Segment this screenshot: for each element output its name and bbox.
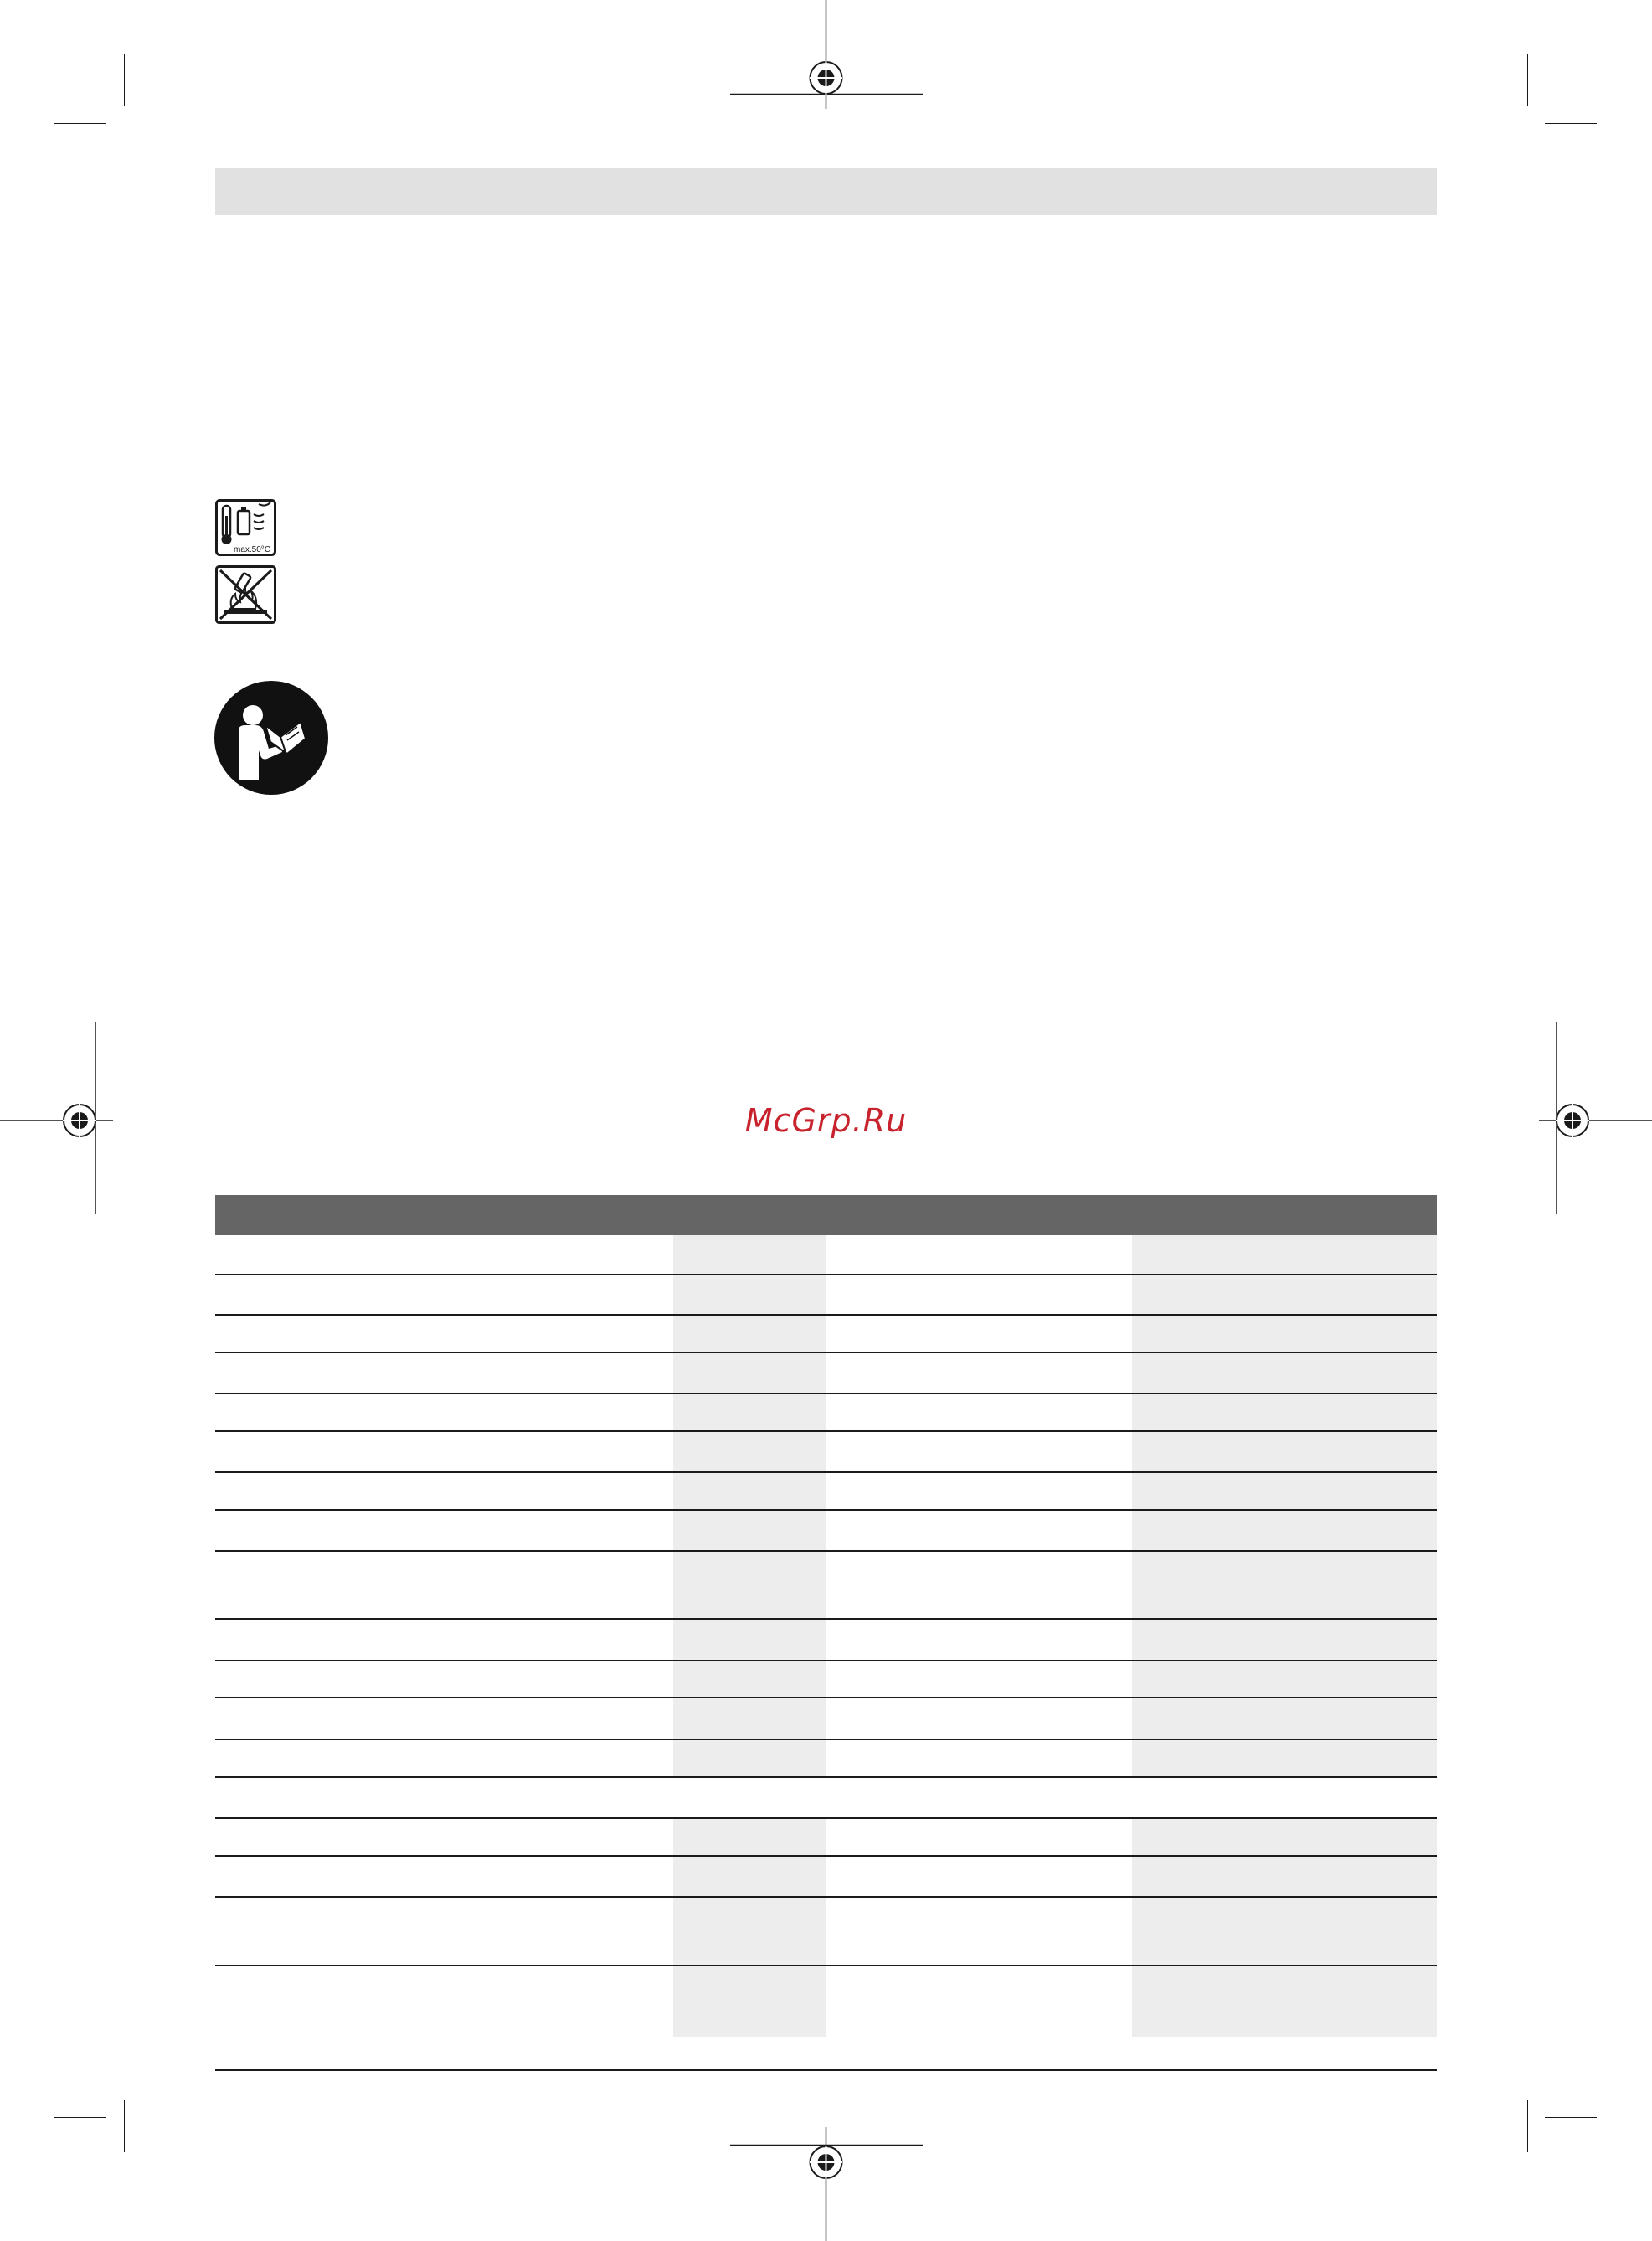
battery-heat-caption: max.50°C bbox=[234, 545, 271, 554]
table-row bbox=[215, 1857, 1437, 1898]
registration-mark-top-icon bbox=[730, 0, 923, 126]
table-row bbox=[215, 1966, 1437, 2037]
battery-heat-max50-icon bbox=[215, 499, 276, 556]
header-band bbox=[215, 168, 1437, 215]
table-row bbox=[215, 1819, 1437, 1857]
table-row bbox=[215, 1620, 1437, 1661]
table-row bbox=[215, 1698, 1437, 1740]
table-row bbox=[215, 1473, 1437, 1511]
table-row bbox=[215, 1511, 1437, 1552]
table-row bbox=[215, 1394, 1437, 1432]
table-row bbox=[215, 1235, 1437, 1275]
table-row bbox=[215, 1353, 1437, 1394]
table-row bbox=[215, 1275, 1437, 1316]
no-fire-water-icon bbox=[215, 565, 276, 624]
table-row bbox=[215, 1316, 1437, 1353]
table-bottom-rule bbox=[215, 2069, 1437, 2071]
watermark: McGrp.Ru bbox=[744, 1102, 908, 1139]
table-row bbox=[215, 1740, 1437, 1778]
read-manual-icon bbox=[214, 680, 329, 796]
spec-table bbox=[215, 1195, 1437, 2037]
table-row bbox=[215, 1552, 1437, 1620]
table-row bbox=[215, 1432, 1437, 1473]
table-row-section bbox=[215, 1778, 1437, 1819]
table-row bbox=[215, 1898, 1437, 1966]
table-row bbox=[215, 1661, 1437, 1698]
table-header bbox=[215, 1195, 1437, 1235]
registration-mark-bottom-icon bbox=[730, 2119, 923, 2241]
